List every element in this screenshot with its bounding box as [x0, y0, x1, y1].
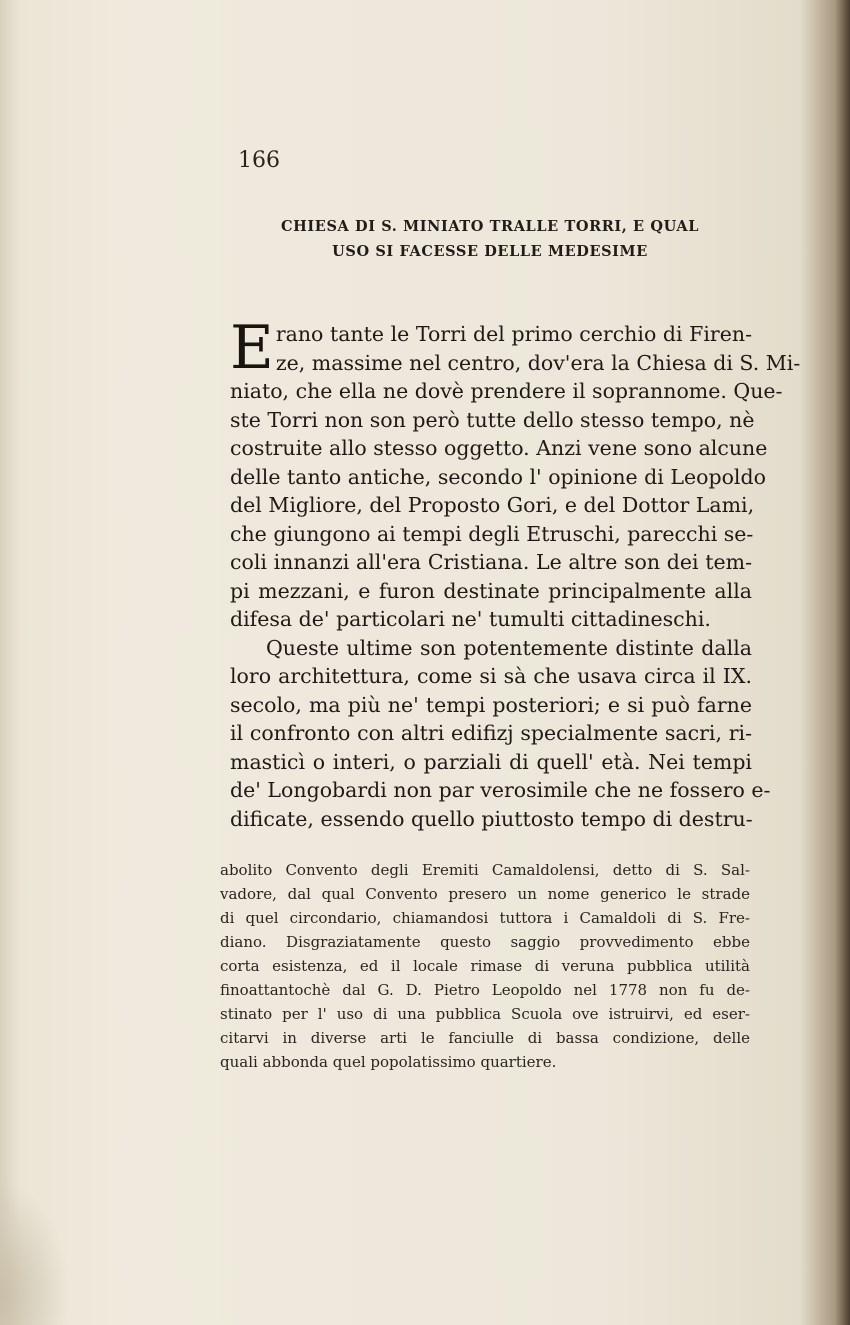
page-wear [0, 1180, 70, 1325]
text-line: difesa de' particolari ne' tumulti cittadineschi. [230, 607, 711, 631]
text-line: secolo, ma più ne' tempi posteriori; e si può farne [230, 692, 752, 717]
text-line: coli innanzi all'era Cristiana. Le altre son dei tem- [230, 550, 752, 574]
text-line: del Migliore, del Proposto Gori, e del Dottor Lami, [230, 493, 755, 517]
text-line: pi mezzani, e furon destinate principalmente alla [230, 578, 752, 603]
text-line: masticì o interi, o parziali di quell' età. Nei tempi [230, 749, 752, 774]
paragraph-1 [230, 313, 801, 634]
footnote [220, 858, 750, 1074]
text-line: costruite allo stesso oggetto. Anzi vene sono alcune [230, 436, 768, 460]
page-number: 166 [238, 148, 280, 173]
text-line: rano tante le Torri del primo cerchio di Firen- [275, 322, 752, 346]
footnote-line: corta esistenza, ed il locale rimase di veruna pubblica utilità [220, 957, 750, 975]
footnote-line: citarvi in diverse arti le fanciulle di bassa condizione, delle [220, 1029, 750, 1047]
footnote-line: abolito Convento degli Eremiti Camaldolensi, detto di S. Sal- [220, 861, 750, 879]
text-line: ze, massime nel centro, dov'era la Chiesa di S. Mi- [275, 350, 801, 375]
heading-line-2: USO SI FACESSE DELLE MEDESIME [332, 243, 648, 260]
text-line: ste Torri non son però tutte dello stesso tempo, nè [230, 407, 755, 432]
text-line: dificate, essendo quello piuttosto tempo di destru- [230, 806, 753, 831]
footnote-line: quali abbonda quel popolatissimo quartiere. [220, 1053, 557, 1071]
footnote-line: finoattantochè dal G. D. Pietro Leopoldo nel 1778 non fu de- [220, 981, 750, 999]
text-line: delle tanto antiche, secondo l' opinione di Leopoldo [230, 464, 766, 489]
text-line: Queste ultime son potentemente distinte dalla [266, 635, 752, 660]
paragraph-2 [230, 634, 771, 834]
body-text [230, 313, 801, 833]
footnote-line: di quel circondario, chiamandosi tuttora i Camaldoli di S. Fre- [220, 909, 750, 927]
text-line: il confronto con altri edifizj specialmente sacri, ri- [230, 721, 752, 745]
text-line: de' Longobardi non par verosimile che ne fossero e- [230, 778, 771, 802]
drop-cap: E [230, 313, 274, 383]
footnote-line: vadore, dal qual Convento presero un nome generico le strade [220, 885, 750, 903]
text-line: che giungono ai tempi degli Etruschi, parecchi se- [230, 521, 754, 546]
text-line: niato, che ella ne dovè prendere il soprannome. Que- [230, 379, 783, 403]
chapter-heading [230, 214, 750, 264]
heading-line-1: CHIESA DI S. MINIATO TRALLE TORRI, E QUAL [280, 218, 700, 235]
footnote-line: stinato per l' uso di una pubblica Scuola ove istruirvi, ed eser- [220, 1005, 750, 1023]
footnote-line: diano. Disgraziatamente questo saggio provvedimento ebbe [220, 933, 750, 951]
text-line: loro architettura, come si sà che usava circa il IX. [230, 664, 752, 688]
